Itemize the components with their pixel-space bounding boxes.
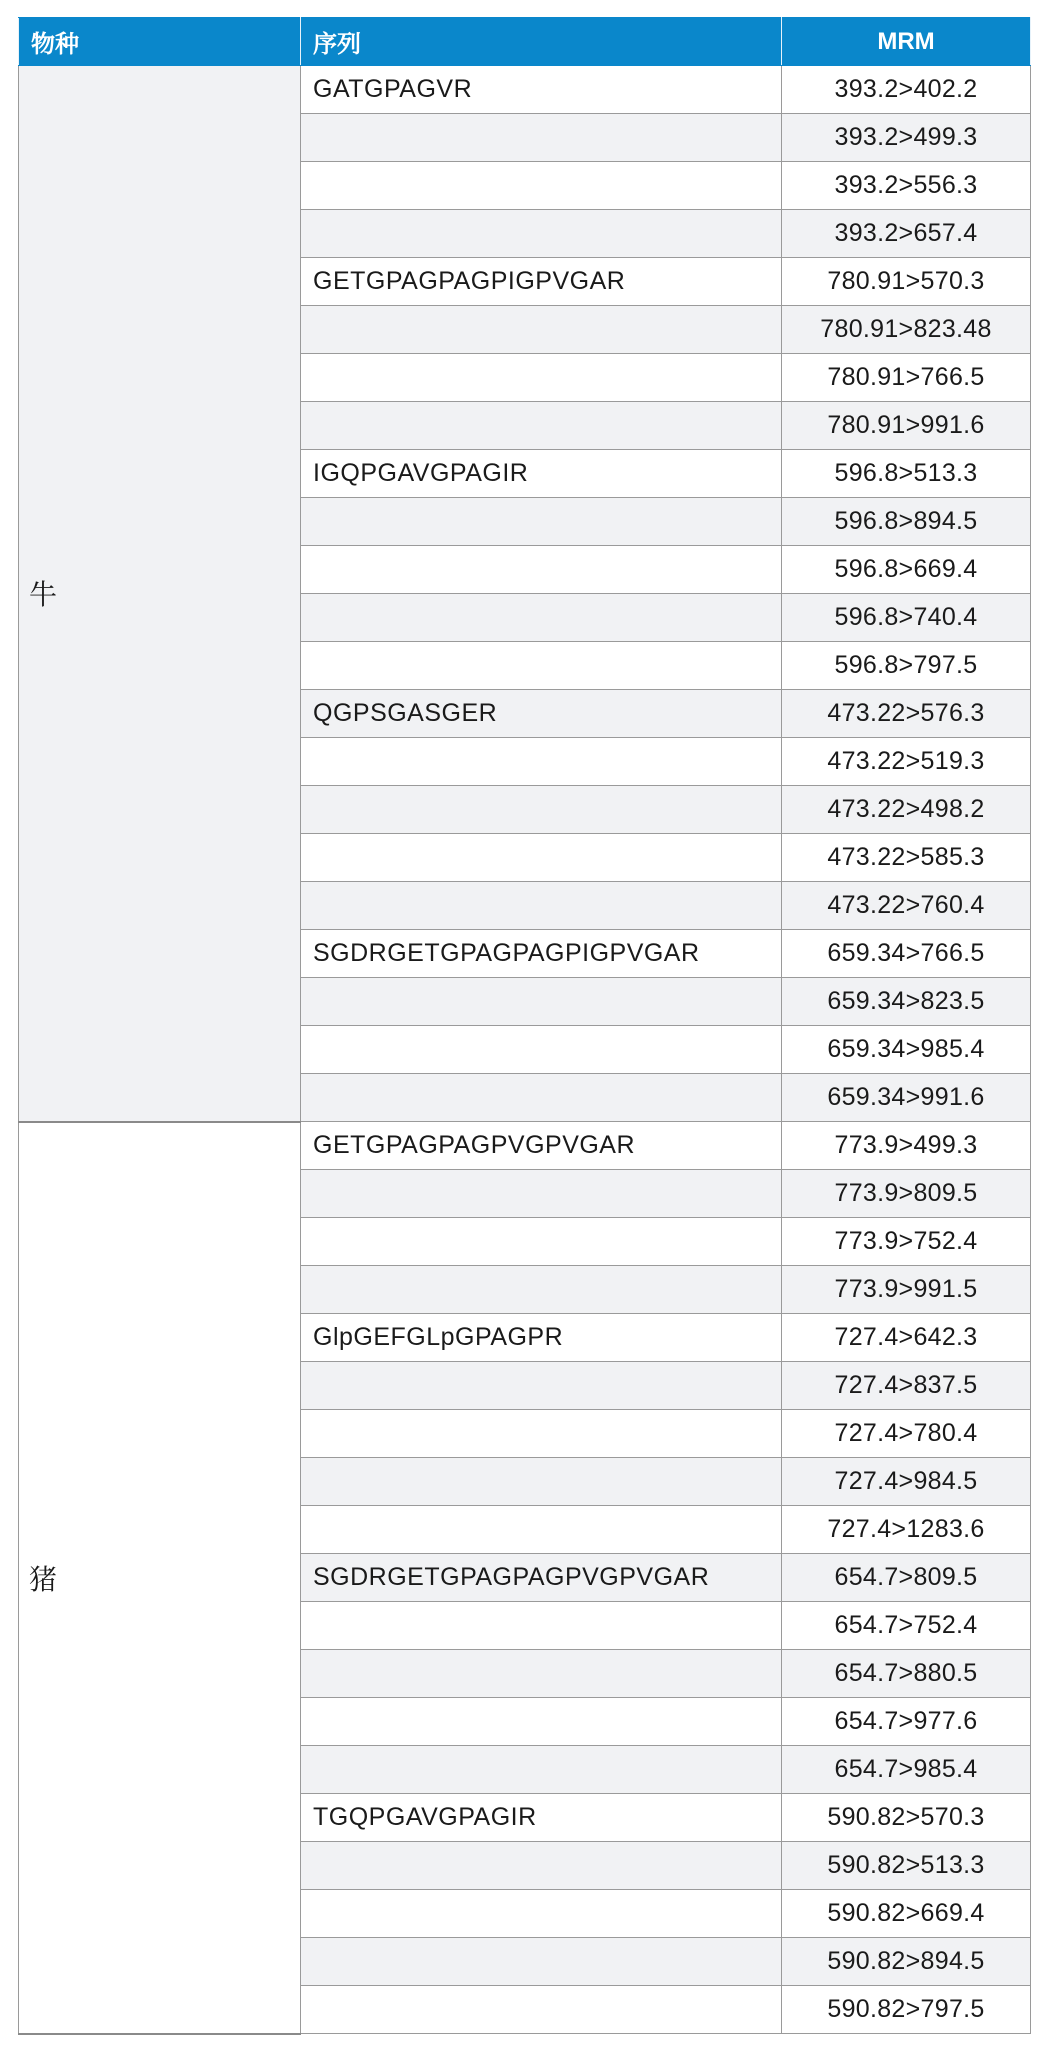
mrm-cell: 654.7>809.5 [782, 1554, 1031, 1602]
mrm-cell: 773.9>809.5 [782, 1170, 1031, 1218]
sequence-cell: SGDRGETGPAGPAGPVGPVGAR [301, 1554, 782, 1602]
mrm-cell: 596.8>894.5 [782, 498, 1031, 546]
mrm-cell: 773.9>499.3 [782, 1122, 1031, 1170]
sequence-cell [301, 1506, 782, 1554]
table-row [19, 66, 1031, 114]
mrm-cell: 473.22>498.2 [782, 786, 1031, 834]
sequence-cell [301, 1746, 782, 1794]
species-group [19, 66, 1031, 1122]
sequence-cell [301, 210, 782, 258]
mrm-cell: 590.82>894.5 [782, 1938, 1031, 1986]
sequence-cell [301, 642, 782, 690]
header-mrm: MRM [782, 18, 1031, 66]
mrm-cell: 780.91>823.48 [782, 306, 1031, 354]
mrm-cell: 727.4>837.5 [782, 1362, 1031, 1410]
sequence-cell [301, 1650, 782, 1698]
sequence-cell [301, 1890, 782, 1938]
mrm-cell: 659.34>823.5 [782, 978, 1031, 1026]
header-row [19, 18, 1031, 66]
mrm-cell: 654.7>985.4 [782, 1746, 1031, 1794]
header-sequence: 序列 [301, 18, 782, 66]
mrm-cell: 590.82>669.4 [782, 1890, 1031, 1938]
mrm-cell: 393.2>402.2 [782, 66, 1031, 114]
mrm-cell: 596.8>797.5 [782, 642, 1031, 690]
species-group [19, 1122, 1031, 2034]
sequence-cell [301, 498, 782, 546]
table-row [19, 1122, 1031, 1170]
sequence-cell: GlpGEFGLpGPAGPR [301, 1314, 782, 1362]
sequence-cell: GETGPAGPAGPVGPVGAR [301, 1122, 782, 1170]
mrm-cell: 590.82>570.3 [782, 1794, 1031, 1842]
sequence-cell [301, 1986, 782, 2034]
mrm-cell: 393.2>657.4 [782, 210, 1031, 258]
mrm-cell: 654.7>977.6 [782, 1698, 1031, 1746]
sequence-cell [301, 162, 782, 210]
mrm-cell: 654.7>880.5 [782, 1650, 1031, 1698]
mrm-cell: 596.8>740.4 [782, 594, 1031, 642]
sequence-cell: SGDRGETGPAGPAGPIGPVGAR [301, 930, 782, 978]
sequence-cell [301, 1938, 782, 1986]
mrm-cell: 473.22>576.3 [782, 690, 1031, 738]
sequence-cell [301, 1362, 782, 1410]
sequence-cell [301, 1698, 782, 1746]
sequence-cell [301, 594, 782, 642]
mrm-cell: 473.22>585.3 [782, 834, 1031, 882]
mrm-cell: 590.82>513.3 [782, 1842, 1031, 1890]
mrm-cell: 727.4>1283.6 [782, 1506, 1031, 1554]
mrm-cell: 596.8>669.4 [782, 546, 1031, 594]
mrm-cell: 393.2>556.3 [782, 162, 1031, 210]
sequence-cell [301, 1458, 782, 1506]
sequence-cell: QGPSGASGER [301, 690, 782, 738]
sequence-cell [301, 1218, 782, 1266]
sequence-cell [301, 1170, 782, 1218]
sequence-cell [301, 882, 782, 930]
sequence-cell: TGQPGAVGPAGIR [301, 1794, 782, 1842]
sequence-cell [301, 306, 782, 354]
sequence-cell [301, 978, 782, 1026]
mrm-cell: 780.91>766.5 [782, 354, 1031, 402]
species-cell: 猪 [19, 1122, 301, 2034]
sequence-cell [301, 546, 782, 594]
header-species: 物种 [19, 18, 301, 66]
mrm-cell: 773.9>991.5 [782, 1266, 1031, 1314]
mrm-cell: 659.34>985.4 [782, 1026, 1031, 1074]
mrm-cell: 727.4>642.3 [782, 1314, 1031, 1362]
mrm-cell: 780.91>991.6 [782, 402, 1031, 450]
sequence-cell: GATGPAGVR [301, 66, 782, 114]
sequence-cell [301, 402, 782, 450]
sequence-cell [301, 786, 782, 834]
mrm-cell: 590.82>797.5 [782, 1986, 1031, 2034]
mrm-cell: 780.91>570.3 [782, 258, 1031, 306]
mrm-cell: 596.8>513.3 [782, 450, 1031, 498]
mrm-cell: 659.34>766.5 [782, 930, 1031, 978]
sequence-cell [301, 354, 782, 402]
sequence-cell [301, 1074, 782, 1122]
mrm-cell: 659.34>991.6 [782, 1074, 1031, 1122]
sequence-cell: GETGPAGPAGPIGPVGAR [301, 258, 782, 306]
mrm-cell: 654.7>752.4 [782, 1602, 1031, 1650]
mrm-cell: 473.22>519.3 [782, 738, 1031, 786]
sequence-cell [301, 1602, 782, 1650]
species-cell: 牛 [19, 66, 301, 1122]
mrm-transition-table [18, 17, 1031, 2035]
mrm-cell: 727.4>984.5 [782, 1458, 1031, 1506]
sequence-cell [301, 834, 782, 882]
sequence-cell: IGQPGAVGPAGIR [301, 450, 782, 498]
sequence-cell [301, 1410, 782, 1458]
mrm-cell: 393.2>499.3 [782, 114, 1031, 162]
mrm-cell: 473.22>760.4 [782, 882, 1031, 930]
sequence-cell [301, 114, 782, 162]
table-header [19, 18, 1031, 66]
sequence-cell [301, 738, 782, 786]
mrm-cell: 773.9>752.4 [782, 1218, 1031, 1266]
sequence-cell [301, 1266, 782, 1314]
sequence-cell [301, 1842, 782, 1890]
mrm-cell: 727.4>780.4 [782, 1410, 1031, 1458]
sequence-cell [301, 1026, 782, 1074]
